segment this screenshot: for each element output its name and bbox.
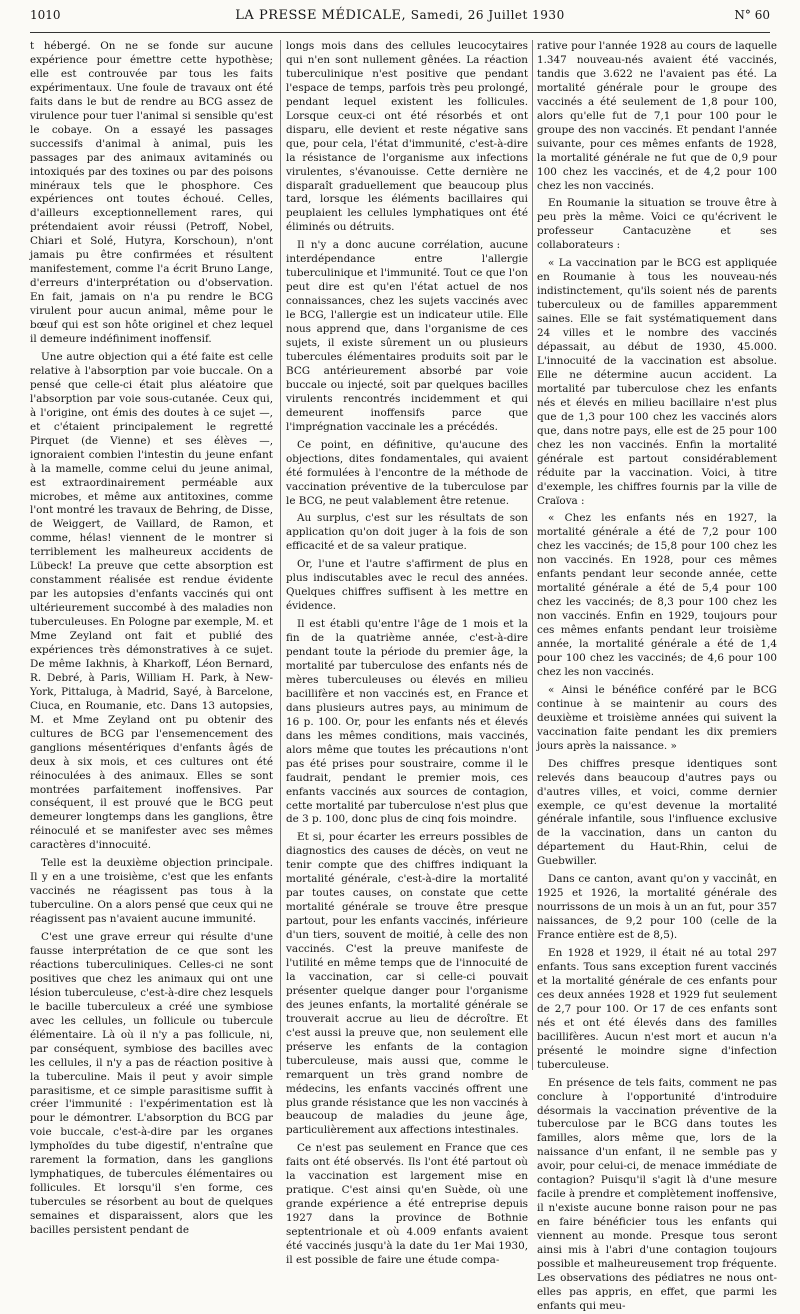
- paragraph: Or, l'une et l'autre s'affirment de plus en plus indiscutables avec le recul des années. Quelques chiffres suffisent à les mettre en évidence.: [286, 558, 528, 613]
- paragraph: « La vaccination par le BCG est appliquée en Roumanie à tous les nouveau-nés indistinctement, qu'ils soient nés de parents tuberculeux ou de familles apparemment saines. Elle se fait systématiquement dans 24 villes et le nombre des vaccinés dépassait, au début de 1930, 45.000. L'innocuité de la vaccination est absolue. Elle ne détermine aucun accident. La mortalité par tuberculose chez les enfants nés et élevés en milieu bacillaire n'est plus que de 1,3 pour 100 chez les vaccinés alors que, dans notre pays, elle est de 25 pour 100 chez les non vaccinés. Enfin la mortalité générale est partout considérablement réduite par la vaccination. Voici, à titre d'exemple, les chiffres fournis par la ville de Craïova :: [537, 257, 777, 507]
- issue-date: Samedi, 26 Juillet 1930: [410, 8, 565, 22]
- text-column-1: [30, 40, 273, 1237]
- issue-number: N° 60: [734, 8, 770, 22]
- paragraph: Telle est la deuxième objection principale. Il y en a une troisième, c'est que les enfants vaccinés ne réagissent pas tous à la tuberculine. On a alors pensé que ceux qui ne réagissent pas n'avaient aucune immunité.: [30, 857, 273, 926]
- paragraph: longs mois dans des cellules leucocytaires qui n'en sont nullement gênées. La réaction tuberculinique n'est positive que pendant l'espace de temps, parfois très peu prolongé, pendant lequel existent les follicules. Lorsque ceux-ci ont été résorbés et ont disparu, elle devient et reste négative sans que, pour cela, l'état d'immunité, c'est-à-dire la résistance de l'organisme aux infections virulentes, s'évanouisse. Cette dernière ne disparaît graduellement que beaucoup plus tard, lorsque les éléments bacillaires qui peuplaient les cellules lymphatiques ont été éliminés ou détruits.: [286, 40, 528, 234]
- paragraph: Au surplus, c'est sur les résultats de son application qu'on doit juger à la fois de son efficacité et de sa valeur pratique.: [286, 512, 528, 553]
- page-header: [30, 8, 770, 33]
- text-column-3: [537, 40, 777, 1312]
- paragraph: En présence de tels faits, comment ne pas conclure à l'opportunité d'introduire désormais la vaccination préventive de la tuberculose par le BCG dans toutes les familles, alors même que, lors de la naissance d'un enfant, il ne semble pas y avoir, pour celui-ci, de menace immédiate de contagion? Puisqu'il s'agit là d'une mesure facile à prendre et complètement inoffensive, il n'existe aucune bonne raison pour ne pas en faire bénéficier tous les enfants qui viennent au monde. Presque tous seront ainsi mis à l'abri d'une contagion toujours possible et malheureusement trop fréquente. Les observations des pédiatres ne nous ont-elles pas appris, en effet, que parmi les enfants qui meu-: [537, 1076, 777, 1312]
- page-number: 1010: [30, 8, 61, 22]
- paragraph: Des chiffres presque identiques sont relevés dans beaucoup d'autres pays ou d'autres villes, et voici, comme dernier exemple, ce qu'est devenue la mortalité générale infantile, sous l'influence exclusive de la vaccination, dans un canton du département du Haut-Rhin, celui de Guebwiller.: [537, 757, 777, 868]
- paragraph: « Chez les enfants nés en 1927, la mortalité générale a été de 7,2 pour 100 chez les vaccinés; de 15,8 pour 100 chez les non vaccinés. En 1928, pour ces mêmes enfants pendant leur seconde année, cette mortalité générale a été de 5,4 pour 100 chez les vaccinés; de 8,3 pour 100 chez les non vaccinés. Enfin en 1929, toujours pour ces mêmes enfants pendant leur troisième année, la mortalité générale a été de 1,4 pour 100 chez les vaccinés; de 4,6 pour 100 chez les non vaccinés.: [537, 512, 777, 678]
- running-title: [30, 8, 770, 23]
- journal-name: LA PRESSE MÉDICALE,: [235, 8, 407, 23]
- paragraph: « Ainsi le bénéfice conféré par le BCG continue à se maintenir au cours des deuxième et troisième années qui suivent la vaccination faite pendant les dix premiers jours après la naissance. »: [537, 683, 777, 752]
- paragraph: Ce point, en définitive, qu'aucune des objections, dites fondamentales, qui avaient été formulées à l'encontre de la méthode de vaccination préventive de la tuberculose par le BCG, ne peut valablement être retenue.: [286, 438, 528, 507]
- paragraph: rative pour l'année 1928 au cours de laquelle 1.347 nouveau-nés avaient été vaccinés, tandis que 3.622 ne l'avaient pas été. La mortalité générale pour le groupe des vaccinés a été seulement de 1,8 pour 100, alors qu'elle fut de 7,1 pour 100 pour le groupe des non vaccinés. Et pendant l'année suivante, pour ces mêmes enfants de 1928, la mortalité générale ne fut que de 0,9 pour 100 chez les vaccinés, et de 4,2 pour 100 chez les non vaccinés.: [537, 40, 777, 192]
- column-divider: [280, 40, 281, 1070]
- paragraph: Il est établi qu'entre l'âge de 1 mois et la fin de la quatrième année, c'est-à-dire pendant toute la période du premier âge, la mortalité par tuberculose des enfants nés de mères tuberculeuses ou élevés en milieu bacillifère et non vaccinés est, en France et dans plusieurs autres pays, au minimum de 16 p. 100. Or, pour les enfants nés et élevés dans les mêmes conditions, mais vaccinés, alors même que toutes les précautions n'ont pas été prises pour soustraire, comme il le faudrait, pendant le premier mois, ces enfants vaccinés aux sources de contagion, cette mortalité par tuberculose n'est plus que de 3 p. 100, donc plus de cinq fois moindre.: [286, 618, 528, 826]
- paragraph: Dans ce canton, avant qu'on y vaccinât, en 1925 et 1926, la mortalité générale des nourrissons de un mois à un an fut, pour 357 naissances, de 9,2 pour 100 (celle de la France entière est de 8,5).: [537, 873, 777, 942]
- paragraph: Une autre objection qui a été faite est celle relative à l'absorption par voie buccale. On a pensé que celle-ci était plus aléatoire que l'absorption par voie sous-cutanée. Ceux qui, à l'origine, ont émis des doutes à ce sujet —, et c'étaient principalement le regretté Pirquet (de Vienne) et ses élèves —, ignoraient combien l'intestin du jeune enfant à la mamelle, comme celui du jeune animal, est extraordinairement perméable aux microbes, et même aux antitoxines, comme l'ont montré les travaux de Behring, de Disse, de Weiggert, de Vaillard, de Ramon, et comme, hélas! viennent de le montrer si terriblement les malheureux accidents de Lübeck! La preuve que cette absorption est constamment réalisée est rendue évidente par les autopsies d'enfants vaccinés qui ont ultérieurement succombé à des maladies non tuberculeuses. En Pologne par exemple, M. et Mme Zeyland ont fait et publié des expériences très démonstratives à ce sujet. De même Iakhnis, à Kharkoff, Léon Bernard, R. Debré, à Paris, William H. Park, à New-York, Pittaluga, à Madrid, Sayé, à Barcelone, Ciuca, en Roumanie, etc. Dans 13 autopsies, M. et Mme Zeyland ont pu obtenir des cultures de BCG par l'ensemencement des ganglions mésentériques d'enfants âgés de deux à six mois, et ces cultures ont été réinoculées à des animaux. Elles se sont montrées parfaitement inoffensives. Par conséquent, il est prouvé que le BCG peut demeurer longtemps dans les ganglions, être réinoculé et se manifester avec ses mêmes caractères d'innocuité.: [30, 350, 273, 852]
- paragraph: Et si, pour écarter les erreurs possibles de diagnostics des causes de décès, on veut ne tenir compte que des chiffres indiquant la mortalité générale, c'est-à-dire la mortalité par toutes causes, on constate que cette mortalité générale se trouve être presque partout, pour les enfants vaccinés, inférieure d'un tiers, souvent de moitié, à celle des non vaccinés. C'est la preuve manifeste de l'utilité en même temps que de l'innocuité de la vaccination, car si celle-ci pouvait présenter quelque danger pour l'organisme des jeunes enfants, la mortalité générale se trouverait accrue au lieu de décroître. Et c'est aussi la preuve que, non seulement elle préserve les enfants de la contagion tuberculeuse, mais aussi que, comme le remarquent un très grand nombre de médecins, les enfants vaccinés offrent une plus grande résistance que les non vaccinés à beaucoup de maladies du jeune âge, particulièrement aux affections intestinales.: [286, 831, 528, 1137]
- paragraph: t hébergé. On ne se fonde sur aucune expérience pour émettre cette hypothèse; elle est controuvée par tous les faits expérimentaux. Une foule de travaux ont été faits dans le but de rendre au BCG assez de virulence pour tuer l'animal si sensible qu'est le cobaye. On a essayé les passages successifs d'animal à animal, puis les passages par des animaux avitaminés ou intoxiqués par des toxines ou par des poisons minéraux tels que le phosphore. Ces expériences ont toutes échoué. Celles, d'ailleurs exceptionnellement rares, qui prétendaient avoir réussi (Petroff, Nobel, Chiari et Solé, Hutyra, Korschoun), n'ont jamais pu être confirmées et résultent manifestement, comme l'a écrit Bruno Lange, d'erreurs d'interprétation ou d'observation. En fait, jamais on n'a pu rendre le BCG virulent pour aucun animal, même pour le bœuf qui est son hôte originel et chez lequel il demeure indéfiniment inoffensif.: [30, 40, 273, 346]
- paragraph: En 1928 et 1929, il était né au total 297 enfants. Tous sans exception furent vaccinés et la mortalité générale de ces enfants pour ces deux années 1928 et 1929 fut seulement de 2,7 pour 100. Or 17 de ces enfants sont nés et ont été élevés dans des familles bacillifères. Aucun n'est mort et aucun n'a présenté le moindre signe d'infection tuberculeuse.: [537, 947, 777, 1071]
- paragraph: Ce n'est pas seulement en France que ces faits ont été observés. Ils l'ont été partout où la vaccination est largement mise en pratique. C'est ainsi qu'en Suède, où une grande expérience a été entreprise depuis 1927 dans la province de Bothnie septentrionale et où 4.009 enfants avaient été vaccinés jusqu'à la date du 1er Mai 1930, il est possible de faire une étude compa-: [286, 1142, 528, 1267]
- column-divider: [532, 40, 533, 1070]
- paragraph: C'est une grave erreur qui résulte d'une fausse interprétation de ce que sont les réactions tuberculiniques. Celles-ci ne sont positives que chez les animaux qui ont une lésion tuberculeuse, c'est-à-dire chez lesquels le bacille tuberculeux a créé une symbiose avec les cellules, un follicule ou tubercule élémentaire. Là où il n'y a pas follicule, ni, par conséquent, symbiose des bacilles avec les cellules, il n'y a pas de réaction positive à la tuberculine. Mais il peut y avoir simple parasitisme, et ce simple parasitisme suffit à créer l'immunité : l'expérimentation est là pour le démontrer. L'absorption du BCG par voie buccale, c'est-à-dire par les organes lymphoïdes du tube digestif, n'entraîne que rarement la formation, dans les ganglions lymphatiques, de tubercules élémentaires ou follicules. Et lorsqu'il s'en forme, ces tubercules se résorbent au bout de quelques semaines et disparaissent, alors que les bacilles persistent pendant de: [30, 931, 273, 1237]
- paragraph: Il n'y a donc aucune corrélation, aucune interdépendance entre l'allergie tuberculinique et l'immunité. Tout ce que l'on peut dire est qu'en l'état actuel de nos connaissances, chez les sujets vaccinés avec le BCG, l'allergie est un indicateur utile. Elle nous apprend que, dans l'organisme de ces sujets, il existe sûrement un ou plusieurs tubercules élémentaires produits soit par le BCG antérieurement absorbé par voie buccale ou injecté, soit par quelques bacilles virulents rencontrés incidemment et qui demeurent inoffensifs parce que l'imprégnation vaccinale les a précédés.: [286, 239, 528, 433]
- text-column-2: [286, 40, 528, 1267]
- paragraph: En Roumanie la situation se trouve être à peu près la même. Voici ce qu'écrivent le professeur Cantacuzène et ses collaborateurs :: [537, 197, 777, 252]
